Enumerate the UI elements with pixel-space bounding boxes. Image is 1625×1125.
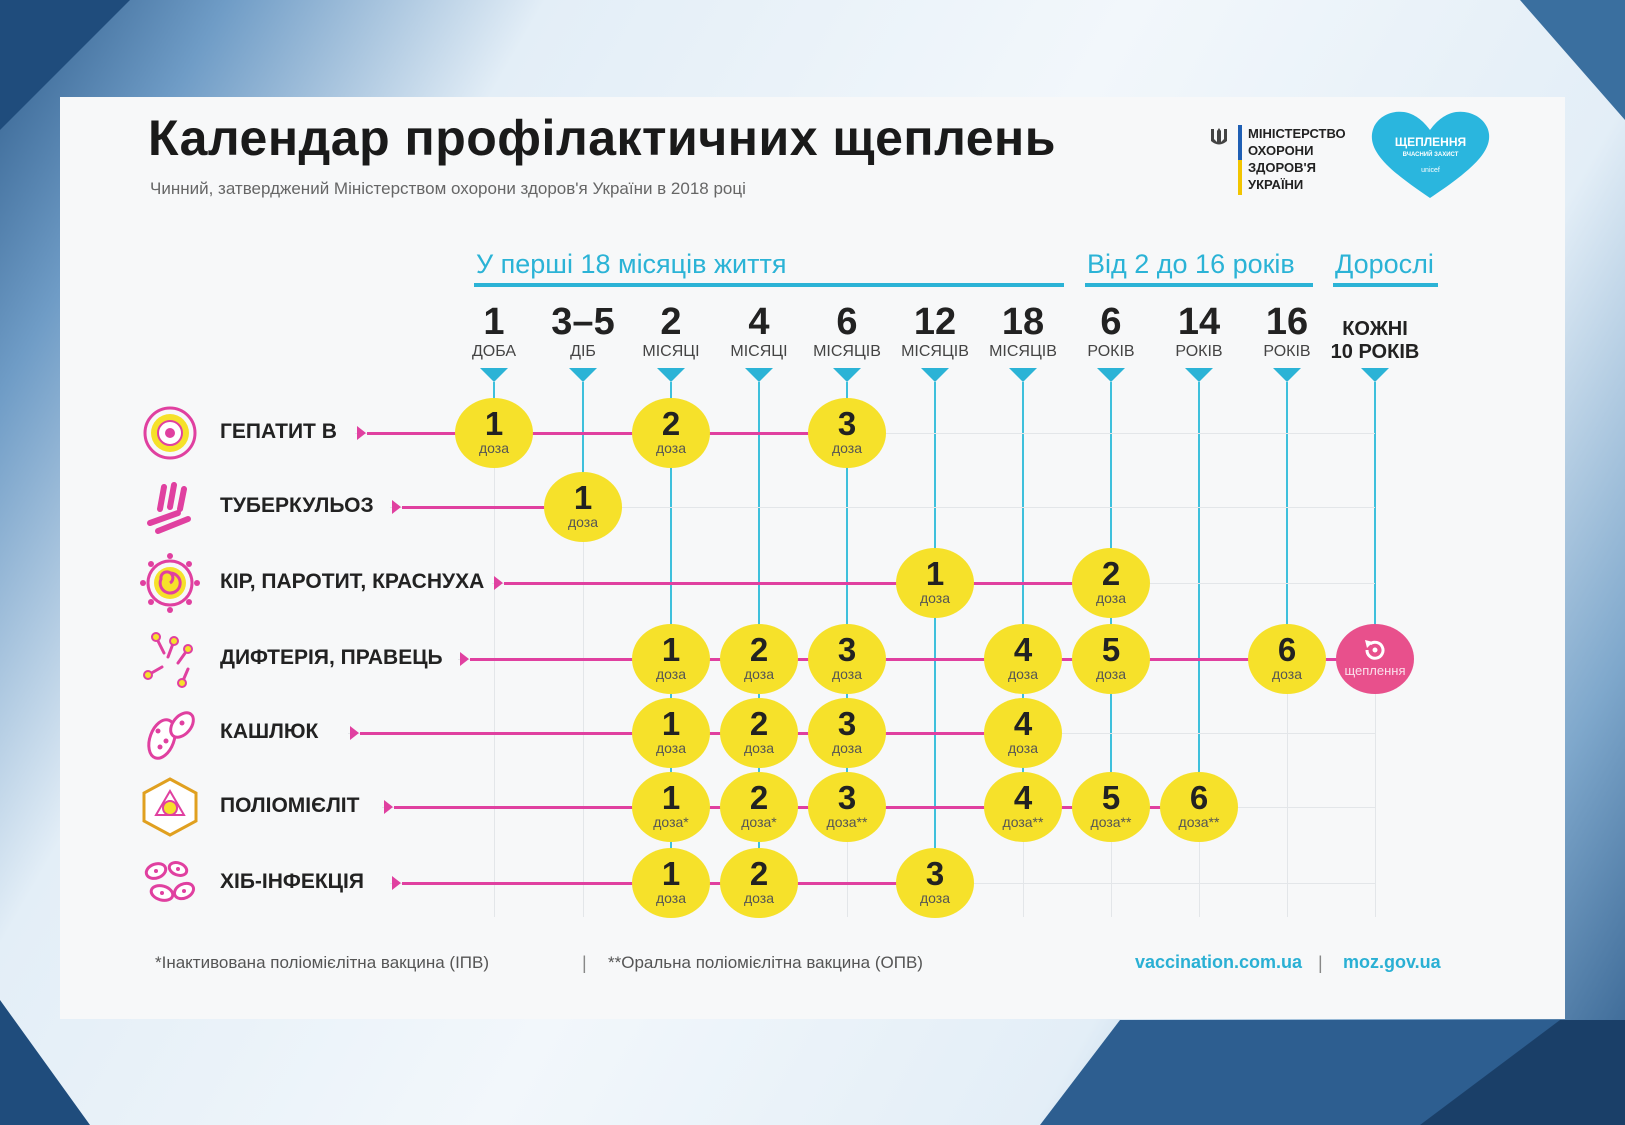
dose-label-text: доза [831, 666, 862, 682]
dose-circle [1160, 772, 1238, 842]
dose-label-text: доза [743, 740, 774, 756]
dose-label-text: доза [919, 590, 950, 606]
unicef-logo: unicef [1421, 167, 1440, 174]
dose-label-text: доза [1178, 814, 1209, 830]
age-number: 6 [1100, 301, 1122, 343]
row-arrow-icon [350, 726, 359, 740]
dose-footnote-mark: * [683, 814, 689, 830]
dose-footnote-mark: ** [1120, 814, 1132, 830]
dose-circle [984, 698, 1062, 768]
age-header [1154, 301, 1244, 361]
age-number: 6 [836, 301, 858, 343]
dose-circle [808, 698, 886, 768]
dose-number: 1 [661, 855, 681, 892]
dose-label [984, 741, 1062, 755]
dose-label [1248, 667, 1326, 681]
page-title: Календар профілактичних щеплень [148, 110, 1056, 166]
dose-label [984, 815, 1062, 829]
disease-name: ГЕПАТИТ В [220, 420, 337, 443]
dose-label-text: доза [655, 440, 686, 456]
age-header [714, 301, 804, 361]
dose-label [1160, 815, 1238, 829]
age-unit: ДІБ [570, 343, 596, 360]
age-unit: 10 РОКІВ [1330, 341, 1420, 363]
disease-name: ТУБЕРКУЛЬОЗ [220, 494, 374, 517]
age-marker-triangle [569, 368, 597, 382]
dose-label-text: доза [1095, 666, 1126, 682]
section-2-to-16-years: Від 2 до 16 років [1087, 249, 1295, 279]
age-marker-triangle [1097, 368, 1125, 382]
dose-label [1072, 591, 1150, 605]
dose-circle [544, 472, 622, 542]
disease-name: КІР, ПАРОТИТ, КРАСНУХА [220, 570, 485, 593]
dose-circle [720, 624, 798, 694]
dose-label-text: доза [831, 440, 862, 456]
booster-label: щеплення [1344, 663, 1406, 678]
dose-label-text: доза [653, 814, 684, 830]
dose-number: 3 [837, 405, 857, 442]
dose-label-text: доза [655, 740, 686, 756]
dose-circle [808, 624, 886, 694]
age-marker-triangle [480, 368, 508, 382]
age-marker-triangle [833, 368, 861, 382]
dose-circle [896, 548, 974, 618]
age-marker-triangle [745, 368, 773, 382]
age-unit: МІСЯЦІ [730, 343, 788, 360]
dose-number: 4 [1013, 631, 1033, 668]
dose-number: 1 [925, 555, 945, 592]
row-arrow-icon [460, 652, 469, 666]
dose-circle [632, 848, 710, 918]
dose-label-text: доза [743, 666, 774, 682]
age-marker-triangle [1009, 368, 1037, 382]
section-adults: Дорослі [1335, 249, 1434, 279]
dose-number: 5 [1101, 779, 1121, 816]
dose-label-text: доза [655, 666, 686, 682]
footnote-separator: | [582, 953, 587, 973]
dose-number: 1 [661, 705, 681, 742]
dose-circle [1248, 624, 1326, 694]
dose-label-text: доза [1271, 666, 1302, 682]
hepatitis-b-virus-row-line [367, 432, 847, 435]
age-header [890, 301, 980, 361]
row-arrow-icon [392, 876, 401, 890]
dose-label-text: доза [567, 514, 598, 530]
diphtheria-tetanus-bacteria-icon [138, 627, 202, 691]
dose-number: 2 [1101, 555, 1121, 592]
measles-virus-row-line [504, 582, 1111, 585]
dose-number: 2 [749, 855, 769, 892]
dose-label [720, 741, 798, 755]
dose-footnote-mark: ** [856, 814, 868, 830]
dose-label-text: доза [1090, 814, 1121, 830]
section-2-to-16-years-underline [1085, 283, 1313, 287]
dose-label-text: доза [1007, 666, 1038, 682]
dose-label-text: доза [478, 440, 509, 456]
moz-link[interactable]: moz.gov.ua [1343, 952, 1441, 972]
row-arrow-icon [392, 500, 401, 514]
age-unit: ДОБА [471, 343, 517, 360]
age-unit: МІСЯЦІВ [813, 343, 881, 360]
age-header [978, 301, 1068, 361]
dose-label [1072, 667, 1150, 681]
dose-circle [720, 848, 798, 918]
dose-number: 1 [484, 405, 504, 442]
dose-label-text: доза [826, 814, 857, 830]
badge-subtitle: ВЧАСНИЙ ЗАХИСТ [1402, 152, 1459, 158]
age-header [1242, 301, 1332, 361]
dose-circle [808, 398, 886, 468]
dose-label-text: доза [655, 890, 686, 906]
dose-label [720, 815, 798, 829]
hib-bacteria-icon [138, 851, 202, 915]
repeat-icon [1361, 636, 1389, 664]
row-arrow-icon [384, 800, 393, 814]
dose-footnote-mark: ** [1208, 814, 1220, 830]
dose-label-text: доза [831, 740, 862, 756]
dose-number: 2 [749, 631, 769, 668]
pertussis-bacteria-icon [138, 701, 202, 765]
age-number: 2 [660, 301, 682, 343]
ministry-name: МІНІСТЕРСТВО ОХОРОНИ ЗДОРОВ'Я УКРАЇНИ [1248, 126, 1346, 192]
dose-number: 1 [661, 779, 681, 816]
age-header [449, 301, 539, 361]
age-header [626, 301, 716, 361]
age-unit: РОКІВ [1263, 343, 1311, 360]
booster-every-10-years [1336, 624, 1414, 694]
dose-number: 1 [661, 631, 681, 668]
age-connector-line [1286, 382, 1288, 659]
vaccination-calendar-card [60, 97, 1565, 1019]
tuberculosis-bacteria-icon [138, 475, 202, 539]
dose-number: 6 [1277, 631, 1297, 668]
dose-label [455, 441, 533, 455]
dose-number: 6 [1189, 779, 1209, 816]
age-marker-triangle [1273, 368, 1301, 382]
page-subtitle: Чинний, затверджений Міністерством охорони здоров'я України в 2018 році [150, 179, 746, 198]
age-unit: МІСЯЦІ [642, 343, 700, 360]
row-arrow-icon [357, 426, 366, 440]
poliovirus-icon [138, 775, 202, 839]
vaccination-link[interactable]: vaccination.com.ua [1135, 952, 1303, 972]
age-header [1066, 301, 1156, 361]
dose-circle [1072, 624, 1150, 694]
age-header [1330, 301, 1420, 363]
dose-label [984, 667, 1062, 681]
dose-label-text: доза [919, 890, 950, 906]
dose-label [632, 441, 710, 455]
age-marker-triangle [1361, 368, 1389, 382]
dose-number: 4 [1013, 705, 1033, 742]
dose-circle [808, 772, 886, 842]
dose-label [896, 891, 974, 905]
footnote-opv: **Оральна поліомієлітна вакцина (ОПВ) [608, 953, 923, 972]
dose-circle [1072, 548, 1150, 618]
dose-number: 5 [1101, 631, 1121, 668]
dose-label [808, 667, 886, 681]
age-unit: МІСЯЦІВ [989, 343, 1057, 360]
row-arrow-icon [494, 576, 503, 590]
hepatitis-b-virus-icon [138, 401, 202, 465]
dose-label [544, 515, 622, 529]
age-unit: МІСЯЦІВ [901, 343, 969, 360]
diphtheria-tetanus-bacteria-row-line [470, 658, 1375, 661]
disease-name: КАШЛЮК [220, 720, 319, 743]
dose-circle [984, 772, 1062, 842]
age-connector-line [1198, 382, 1200, 807]
dose-label-text: доза [1007, 740, 1038, 756]
disease-name: ПОЛІОМІЄЛІТ [220, 794, 360, 817]
section-adults-underline [1333, 283, 1438, 287]
dose-circle [720, 772, 798, 842]
dose-circle [632, 398, 710, 468]
age-number: 16 [1265, 301, 1309, 343]
dose-label [632, 815, 710, 829]
badge-title: ЩЕПЛЕННЯ [1394, 135, 1467, 149]
dose-label [1072, 815, 1150, 829]
age-marker-triangle [657, 368, 685, 382]
dose-label [632, 741, 710, 755]
dose-circle [632, 698, 710, 768]
dose-footnote-mark: * [771, 814, 777, 830]
age-marker-triangle [1185, 368, 1213, 382]
dose-label [896, 591, 974, 605]
dose-number: 3 [837, 779, 857, 816]
dose-label [632, 891, 710, 905]
dose-footnote-mark: ** [1032, 814, 1044, 830]
age-connector-line [1374, 382, 1376, 659]
dose-circle [1072, 772, 1150, 842]
age-header [538, 301, 628, 361]
section-first-18-months: У перші 18 місяців життя [476, 249, 787, 279]
dose-number: 2 [749, 705, 769, 742]
dose-circle [984, 624, 1062, 694]
links-separator: | [1318, 953, 1323, 973]
dose-label [632, 667, 710, 681]
age-number: 3–5 [551, 301, 615, 343]
disease-name: ДИФТЕРІЯ, ПРАВЕЦЬ [220, 646, 443, 669]
age-number: 1 [483, 301, 505, 343]
age-number: 18 [1001, 301, 1045, 343]
dose-label-text: доза [741, 814, 772, 830]
trident-icon [1208, 127, 1230, 149]
dose-circle [896, 848, 974, 918]
dose-circle [632, 624, 710, 694]
footnote-ipv: *Інактивована поліомієлітна вакцина (ІПВ) [155, 953, 490, 972]
dose-number: 3 [837, 705, 857, 742]
dose-label [808, 441, 886, 455]
age-marker-triangle [921, 368, 949, 382]
dose-label [720, 891, 798, 905]
dose-label [808, 815, 886, 829]
ministry-flag-bar [1238, 125, 1242, 195]
dose-number: 3 [925, 855, 945, 892]
vaccination-badge [1368, 110, 1493, 200]
dose-label [720, 667, 798, 681]
age-unit: РОКІВ [1087, 343, 1135, 360]
dose-label [808, 741, 886, 755]
dose-number: 2 [661, 405, 681, 442]
measles-virus-icon [138, 551, 202, 615]
dose-circle [720, 698, 798, 768]
section-first-18-months-underline [474, 283, 1064, 287]
dose-number: 2 [749, 779, 769, 816]
dose-label-text: доза [1095, 590, 1126, 606]
age-number: 4 [748, 301, 770, 343]
age-number: 14 [1177, 301, 1221, 343]
age-number: КОЖНІ [1342, 318, 1408, 340]
dose-circle [455, 398, 533, 468]
age-header [802, 301, 892, 361]
dose-circle [632, 772, 710, 842]
disease-name: ХІБ-ІНФЕКЦІЯ [220, 870, 364, 893]
dose-label-text: доза [743, 890, 774, 906]
age-number: 12 [913, 301, 957, 343]
dose-label-text: доза [1002, 814, 1033, 830]
dose-number: 4 [1013, 779, 1033, 816]
dose-number: 3 [837, 631, 857, 668]
age-unit: РОКІВ [1175, 343, 1223, 360]
dose-number: 1 [573, 479, 593, 516]
